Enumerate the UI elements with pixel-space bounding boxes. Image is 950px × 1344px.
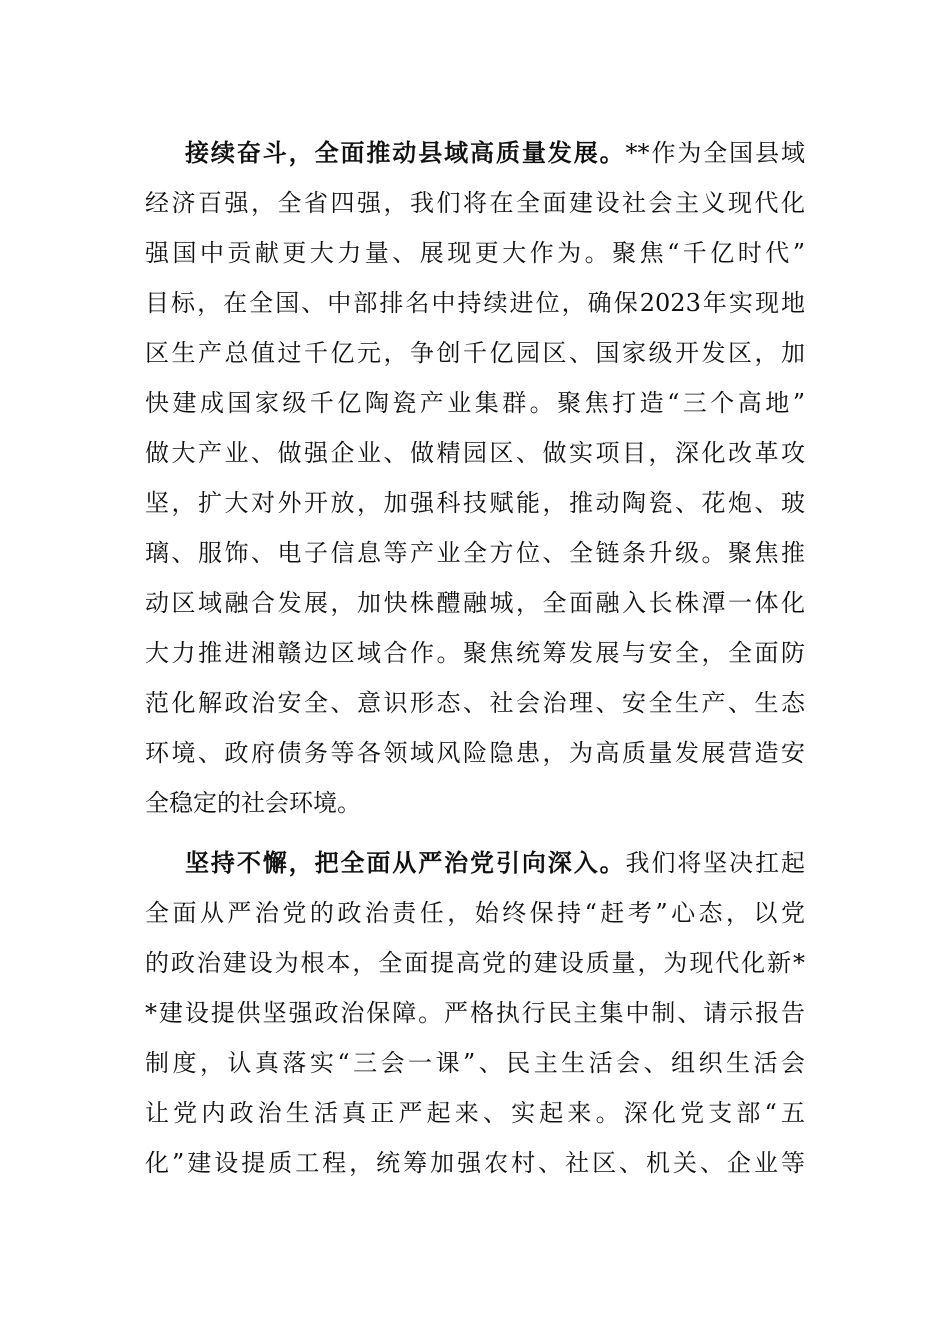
paragraph-1-line-9: 璃、服饰、电子信息等产业全方位、全链条升级。聚焦推 [145, 539, 805, 567]
paragraph-2-line-4: *建设提供坚强政治保障。严格执行民主集中制、请示报告 [145, 999, 805, 1027]
paragraph-1-line-8: 坚，扩大对外开放，加强科技赋能，推动陶瓷、花炮、玻 [145, 489, 805, 517]
paragraph-1-line-5: 区生产总值过千亿元，争创千亿园区、国家级开发区，加 [145, 339, 805, 367]
paragraph-1-line-6: 快建成国家级千亿陶瓷产业集群。聚焦打造“三个高地” [145, 389, 805, 417]
paragraph-1-line-11: 大力推进湘赣边区域合作。聚焦统筹发展与安全，全面防 [145, 639, 805, 667]
paragraph-1-line-14: 全稳定的社会环境。 [145, 789, 361, 817]
paragraph-1-line-4: 目标，在全国、中部排名中持续进位，确保2023年实现地 [145, 289, 805, 317]
paragraph-1-lead: 接续奋斗，全面推动县域高质量发展。 [185, 138, 626, 167]
paragraph-1-line-3: 强国中贡献更大力量、展现更大作为。聚焦“千亿时代” [145, 239, 805, 267]
paragraph-1-line-13: 环境、政府债务等各领域风险隐患，为高质量发展营造安 [145, 739, 805, 767]
paragraph-2-line-5: 制度，认真落实“三会一课”、民主生活会、组织生活会 [145, 1049, 805, 1077]
paragraph-2-line-1 [185, 843, 805, 883]
paragraph-1-text: **作为全国县域 [625, 139, 806, 167]
paragraph-2-line-6: 让党内政治生活真正严起来、实起来。深化党支部“五 [145, 1099, 805, 1127]
paragraph-1-line-12: 范化解政治安全、意识形态、社会治理、安全生产、生态 [145, 689, 805, 717]
paragraph-2-line-3: 的政治建设为根本，全面提高党的建设质量，为现代化新* [145, 949, 805, 977]
paragraph-1-line-7: 做大产业、做强企业、做精园区、做实项目，深化改革攻 [145, 439, 805, 467]
paragraph-1-line-10: 动区域融合发展，加快株醴融城，全面融入长株潭一体化 [145, 589, 805, 617]
paragraph-2-lead: 坚持不懈，把全面从严治党引向深入。 [185, 848, 626, 877]
paragraph-2-line-7: 化”建设提质工程，统筹加强农村、社区、机关、企业等 [145, 1149, 805, 1177]
paragraph-1-line-1 [185, 133, 805, 173]
paragraph-2-text: 我们将坚决扛起 [625, 849, 806, 877]
paragraph-1-line-2: 经济百强，全省四强，我们将在全面建设社会主义现代化 [145, 189, 805, 217]
paragraph-2-line-2: 全面从严治党的政治责任，始终保持“赶考”心态，以党 [145, 899, 805, 927]
